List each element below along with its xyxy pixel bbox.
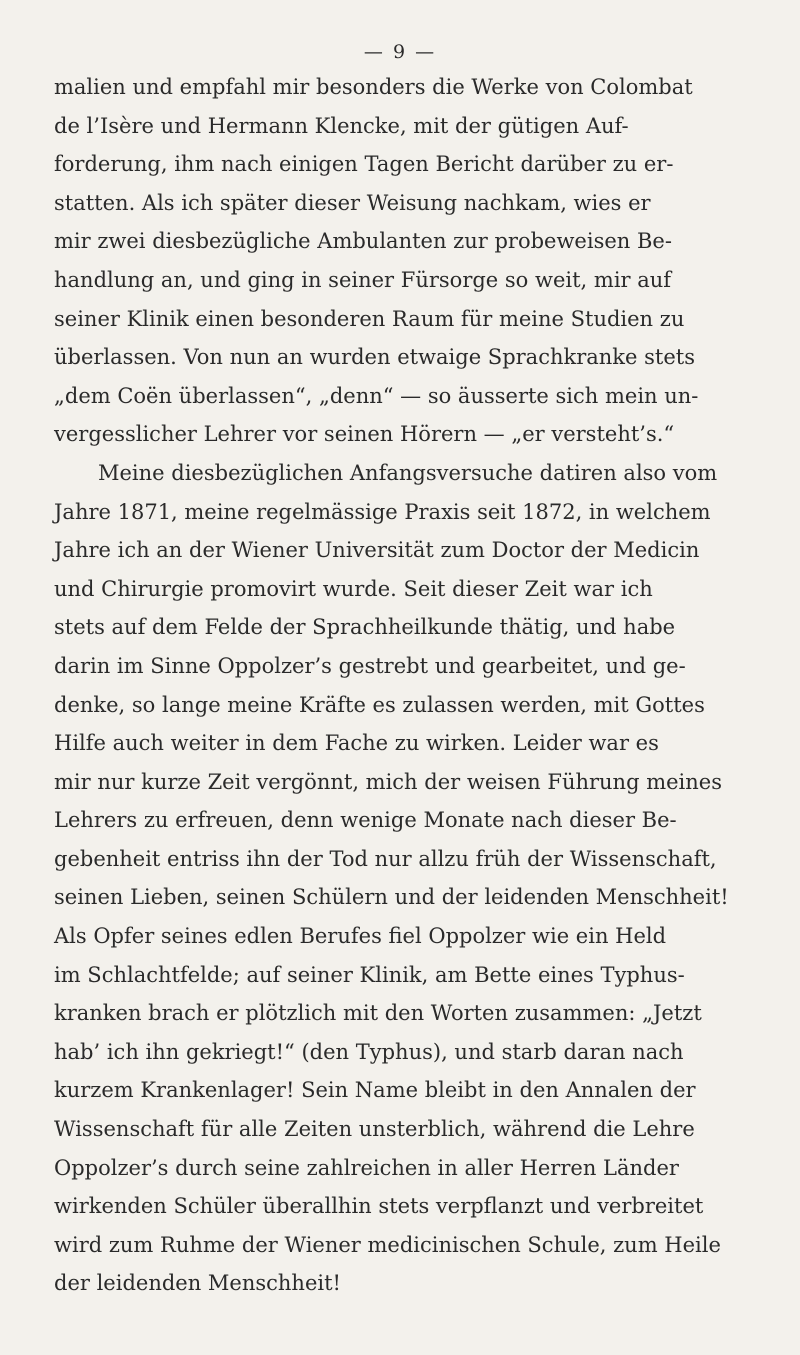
text-line: handlung an, und ging in seiner Fürsorge so weit, mir auf [54, 267, 672, 292]
text-line: der leidenden Menschheit! [54, 1271, 341, 1296]
text-line: gebenheit entriss ihn der Tod nur allzu früh der Wissenschaft, [54, 846, 717, 871]
text-line: Wissenschaft für alle Zeiten unsterblich, während die Lehre [54, 1117, 695, 1142]
text-line: darin im Sinne Oppolzer’s gestrebt und gearbeitet, und ge- [54, 653, 686, 678]
text-line: Als Opfer seines edlen Berufes fiel Oppolzer wie ein Held [54, 924, 667, 949]
paragraph-start-line: Meine diesbezüglichen Anfangsversuche datiren also vom [98, 460, 718, 485]
text-line: und Chirurgie promovirt wurde. Seit dieser Zeit war ich [54, 576, 653, 601]
text-line: de l’Isère und Hermann Klencke, mit der gütigen Auf- [54, 113, 629, 138]
text-line: vergesslicher Lehrer vor seinen Hörern — „er versteht’s.“ [54, 422, 675, 447]
text-line: mir zwei diesbezügliche Ambulanten zur probeweisen Be- [54, 229, 672, 254]
text-line: im Schlachtfelde; auf seiner Klinik, am Bette eines Typhus- [54, 962, 685, 987]
text-line: „dem Coën überlassen“, „denn“ — so äusserte sich mein un- [54, 383, 699, 408]
text-line: kranken brach er plötzlich mit den Worten zusammen: „Jetzt [54, 1001, 702, 1026]
text-line: kurzem Krankenlager! Sein Name bleibt in den Annalen der [54, 1078, 696, 1103]
text-line: wird zum Ruhme der Wiener medicinischen Schule, zum Heile [54, 1232, 721, 1257]
text-line: Hilfe auch weiter in dem Fache zu wirken. Leider war es [54, 731, 659, 756]
text-line: stets auf dem Felde der Sprachheilkunde thätig, und habe [54, 615, 676, 640]
text-line: statten. Als ich später dieser Weisung nachkam, wies er [54, 190, 651, 215]
text-line: malien und empfahl mir besonders die Werke von Colombat [54, 75, 693, 99]
text-line: Jahre ich an der Wiener Universität zum Doctor der Medicin [54, 538, 700, 563]
text-line: Jahre 1871, meine regelmässige Praxis seit 1872, in welchem [54, 499, 711, 524]
text-line: überlassen. Von nun an wurden etwaige Sprachkranke stets [54, 345, 695, 370]
text-line: forderung, ihm nach einigen Tagen Bericht darüber zu er- [54, 152, 674, 177]
text-line: hab’ ich ihn gekriegt!“ (den Typhus), und starb daran nach [54, 1039, 684, 1064]
text-line: wirkenden Schüler überallhin stets verpflanzt und verbreitet [54, 1194, 704, 1219]
text-line: mir nur kurze Zeit vergönnt, mich der weisen Führung meines [54, 769, 722, 794]
text-line: denke, so lange meine Kräfte es zulassen werden, mit Gottes [54, 692, 705, 717]
text-line: seiner Klinik einen besonderen Raum für meine Studien zu [54, 306, 685, 331]
page-number-header: — 9 — [363, 41, 437, 63]
text-line: Oppolzer’s durch seine zahlreichen in aller Herren Länder [54, 1155, 679, 1180]
body-text [54, 68, 766, 1303]
text-line: seinen Lieben, seinen Schülern und der leidenden Menschheit! [54, 885, 729, 910]
text-line: Lehrers zu erfreuen, denn wenige Monate nach dieser Be- [54, 808, 677, 833]
